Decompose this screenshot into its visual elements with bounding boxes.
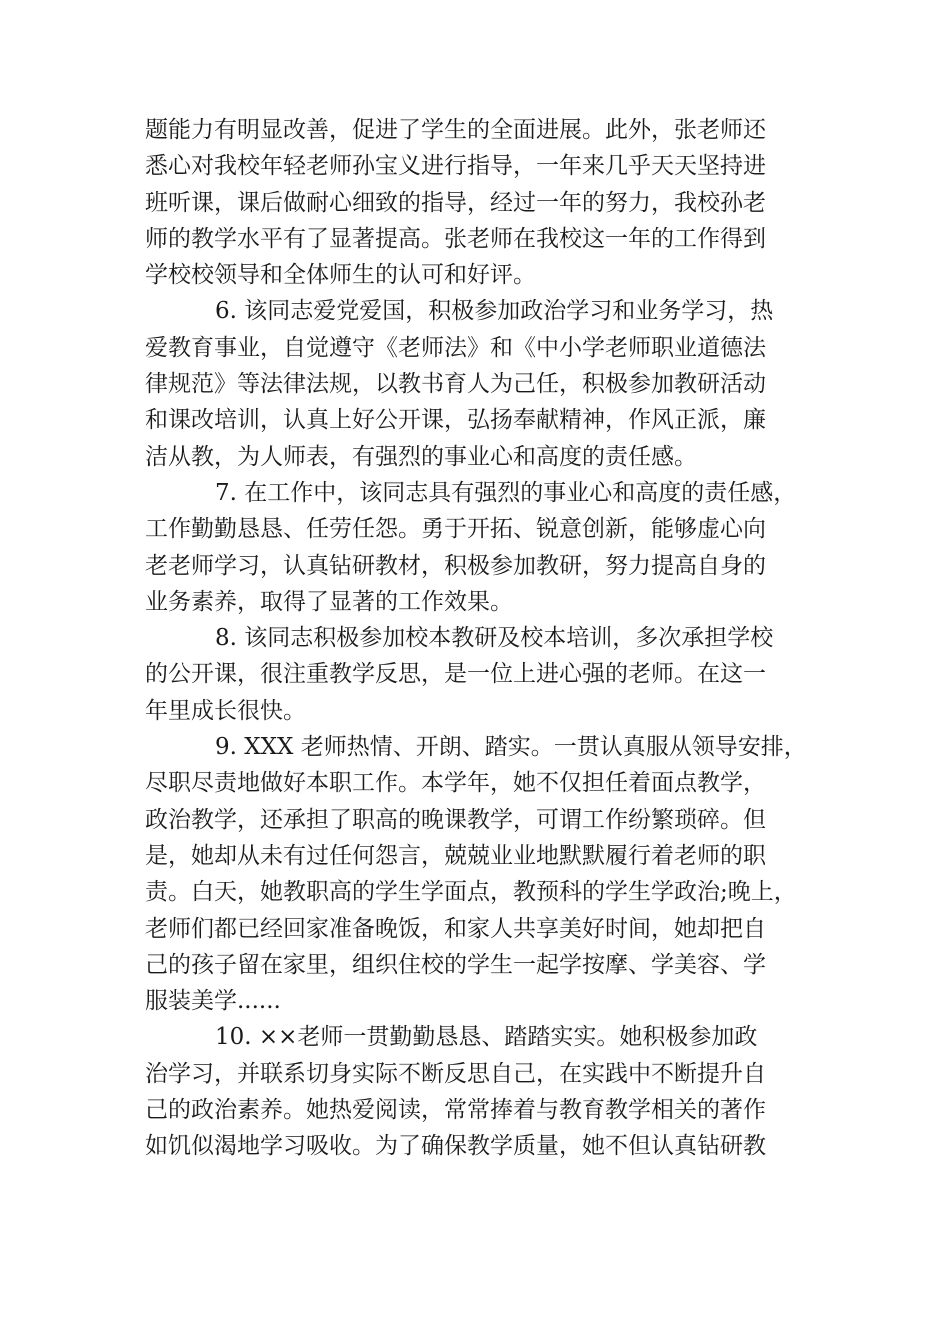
- text-line: 师的教学水平有了显著提高。张老师在我校这一年的工作得到: [145, 225, 766, 252]
- text-line: 尽职尽责地做好本职工作。本学年，她不仅担任着面点教学，: [145, 770, 766, 797]
- text-line: 的公开课，很注重教学反思，是一位上进心强的老师。在这一: [145, 661, 766, 688]
- text-line: 工作勤勤恳恳、任劳任怨。勇于开拓、锐意创新，能够虚心向: [145, 516, 766, 543]
- text-line: 律规范》等法律法规，以教书育人为己任，积极参加教研活动: [145, 371, 766, 398]
- paragraph-first-line: 8. 该同志积极参加校本教研及校本培训，多次承担学校: [215, 625, 774, 652]
- text-line: 悉心对我校年轻老师孙宝义进行指导，一年来几乎天天坚持进: [145, 153, 766, 180]
- text-line: 服装美学......: [145, 988, 281, 1015]
- text-line: 己的政治素养。她热爱阅读，常常捧着与教育教学相关的著作: [145, 1097, 766, 1124]
- text-line: 爱教育事业，自觉遵守《老师法》和《中小学老师职业道德法: [145, 334, 766, 361]
- text-line: 老师们都已经回家准备晚饭，和家人共享美好时间，她却把自: [145, 915, 766, 942]
- document-body-text: [145, 112, 825, 1165]
- text-line: 洁从教，为人师表，有强烈的事业心和高度的责任感。: [145, 443, 697, 470]
- text-line: 政治教学，还承担了职高的晚课教学，可谓工作纷繁琐碎。但: [145, 806, 766, 833]
- text-line: 治学习，并联系切身实际不断反思自己，在实践中不断提升自: [145, 1060, 766, 1087]
- text-line: 学校校领导和全体师生的认可和好评。: [145, 262, 536, 289]
- text-line: 年里成长很快。: [145, 697, 306, 724]
- paragraph-first-line: 9. XXX 老师热情、开朗、踏实。一贯认真服从领导安排，: [215, 734, 807, 761]
- text-line: 班听课，课后做耐心细致的指导，经过一年的努力，我校孙老: [145, 189, 766, 216]
- text-line: 责。白天，她教职高的学生学面点，教预科的学生学政治;晚上，: [145, 879, 797, 906]
- text-line: 和课改培训，认真上好公开课，弘扬奉献精神，作风正派，廉: [145, 407, 766, 434]
- text-line: 题能力有明显改善，促进了学生的全面进展。此外，张老师还: [145, 117, 766, 143]
- text-line: 业务素养，取得了显著的工作效果。: [145, 588, 513, 615]
- paragraph-first-line: 6. 该同志爱党爱国，积极参加政治学习和业务学习，热: [215, 298, 774, 325]
- paragraph-first-line: 7. 在工作中，该同志具有强烈的事业心和高度的责任感，: [215, 479, 797, 506]
- text-line: 是，她却从未有过任何怨言，兢兢业业地默默履行着老师的职: [145, 842, 766, 869]
- text-line: 如饥似渴地学习吸收。为了确保教学质量，她不但认真钻研教: [145, 1133, 766, 1160]
- text-line: 老老师学习，认真钻研教材，积极参加教研，努力提高自身的: [145, 552, 766, 579]
- paragraph-first-line: 10. ××老师一贯勤勤恳恳、踏踏实实。她积极参加政: [215, 1024, 758, 1051]
- text-line: 己的孩子留在家里，组织住校的学生一起学按摩、学美容、学: [145, 951, 766, 978]
